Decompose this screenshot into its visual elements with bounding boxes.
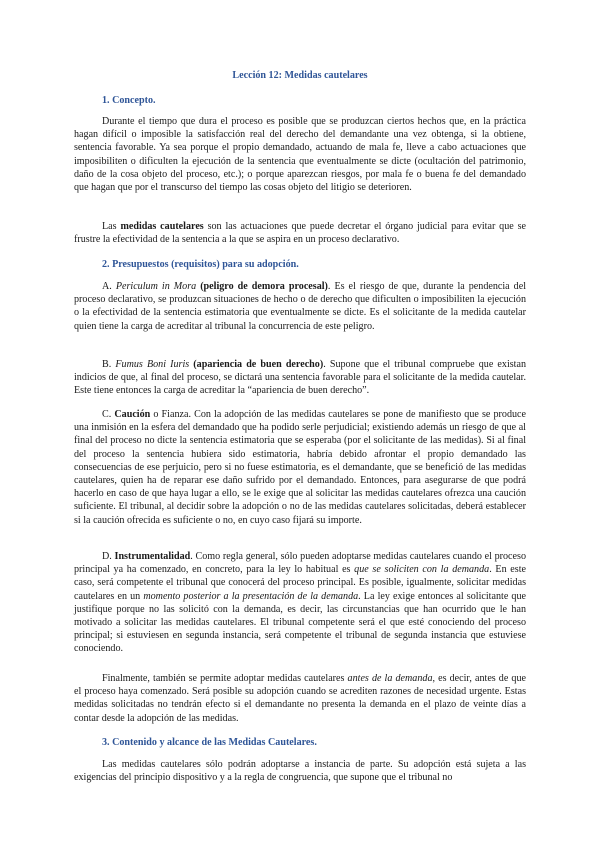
italic-phrase: que se soliciten con la demanda bbox=[354, 564, 490, 576]
italic-phrase: antes de la demanda bbox=[347, 673, 433, 684]
paragraph-finalmente: Finalmente, también se permite adoptar medidas cautelares antes de la demanda, es decir, antes de que el proceso haya comenzado. Será posible su adopción cuando se acrediten razones de necesidad urgente. Estas medidas solicitadas no tendrán efecto si el demandante no presenta la demanda en el plazo de veinte días a contar desde la adopción de las medidas. bbox=[74, 673, 526, 724]
paragraph-concepto: Durante el tiempo que dura el proceso es posible que se produzcan ciertos hechos que, en la práctica hagan difícil o imposible la satisfacción real del derecho del demandante una vez obtenga, si la obtiene, sentencia favorable. Ya sea porque el propio demandado, actuando de mala fe, lleve a cabo actuaciones que imposibiliten o dificulten la ejecución de la sentencia que eventualmente se dicte (ocultación del patrimonio, daño de la cosa objeto del proceso, etc.); o porque aparezcan riesgos, por mala fe o buena fe del demandado que hagan que por el transcurso del tiempo las cosas objeto del litigio se deterioren. bbox=[74, 116, 526, 194]
page-title: Lección 12: Medidas cautelares bbox=[232, 70, 368, 81]
paragraph-fumus: B. Fumus Boni Iuris (apariencia de buen derecho). Supone que el tribunal compruebe que existan indicios de que, al final del proceso, se dictará una sentencia favorable para el solicitante de la medida cautelar. Este tiene entonces la carga de acreditar la “apariencia de buen derecho”. bbox=[74, 359, 527, 397]
bold-term: (peligro de demora procesal) bbox=[196, 281, 328, 292]
paragraph-definicion: Las medidas cautelares son las actuaciones que puede decretar el órgano judicial para evitar que se frustre la efectividad de la sentencia a la que se aspira en un proceso declarativo. bbox=[74, 221, 527, 246]
paragraph-instrumentalidad: D. Instrumentalidad. Como regla general, sólo pueden adoptarse medidas cautelares cuando el proceso principal ya ha comenzado, en concreto, para la ley lo habitual es que se soliciten con la demanda. En este caso, será competente el tribunal que conocerá del proceso principal. Es posible, igualmente, solicitar medidas cautelares en un momento posterior a la presentación de la demanda. La ley exige entonces al solicitante que justifique porque no las solicitó con la demanda, es decir, las circunstancias que han ocurrido que le han motivado a solicitar las medidas cautelares. El tribunal competente será el que esté conociendo del proceso principal; si estuviesen en segunda instancia, será competente el tribunal de segunda instancia que estuviese conociendo. bbox=[74, 551, 526, 655]
bold-term: (apariencia de buen derecho) bbox=[189, 359, 324, 370]
italic-phrase: momento posterior a la presentación de la demanda bbox=[143, 590, 359, 602]
bold-term: Caución bbox=[114, 409, 151, 420]
section-heading-contenido: 3. Contenido y alcance de las Medidas Cautelares. bbox=[102, 737, 317, 748]
paragraph-contenido: Las medidas cautelares sólo podrán adoptarse a instancia de parte. Su adopción está sujeta a las exigencias del principio dispositivo y a la regla de congruencia, que supone que el tribunal no bbox=[74, 759, 526, 784]
bold-term: medidas cautelares bbox=[120, 221, 204, 232]
italic-term: Periculum in Mora bbox=[115, 281, 197, 292]
bold-term: Instrumentalidad bbox=[114, 551, 191, 562]
section-heading-concepto: 1. Concepto. bbox=[102, 95, 156, 106]
paragraph-periculum: A. Periculum in Mora (peligro de demora procesal). Es el riesgo de que, durante la pendencia del proceso declarativo, se produzcan situaciones de hecho o de derecho que dificulten o imposibiliten la ejecución o la efectividad de la sentencia estimatoria que eventualmente se dicte. Es el solicitante de la medida cautelar quien tiene la carga de acreditar al tribunal la concurrencia de este peligro. bbox=[74, 281, 527, 332]
section-heading-presupuestos: 2. Presupuestos (requisitos) para su adopción. bbox=[102, 259, 299, 270]
paragraph-caucion: C. Caución o Fianza. Con la adopción de las medidas cautelares se pone de manifiesto que se produce una inmisión en la esfera del demandado que ha podido serle perjudicial; existiendo además un riesgo de que al final del proceso no dicte la sentencia estimatoria que se esperaba (por el solicitante de las medidas). Si al final del proceso la sentencia hubiera sido estimatoria, habría debido afrontar el propio demandado las consecuencias de ese perjuicio, pero si no fuese estimatoria, es el demandante, que se benefició de las medidas cautelares, quien ha de reparar ese daño sufrido por el demandado. Entonces, para asegurarse de que podrá hacerlo en caso de que haya lugar a ello, se le exige que al solicitar las medidas cautelares ofrezca una caución suficiente. El tribunal, al decidir sobre la adopción o no de las medidas cautelares solicitadas, deberá establecer si la caución ofrecida es suficiente o no, en cuyo caso fijará su importe. bbox=[74, 409, 527, 526]
italic-term: Fumus Boni Iuris bbox=[115, 359, 190, 370]
